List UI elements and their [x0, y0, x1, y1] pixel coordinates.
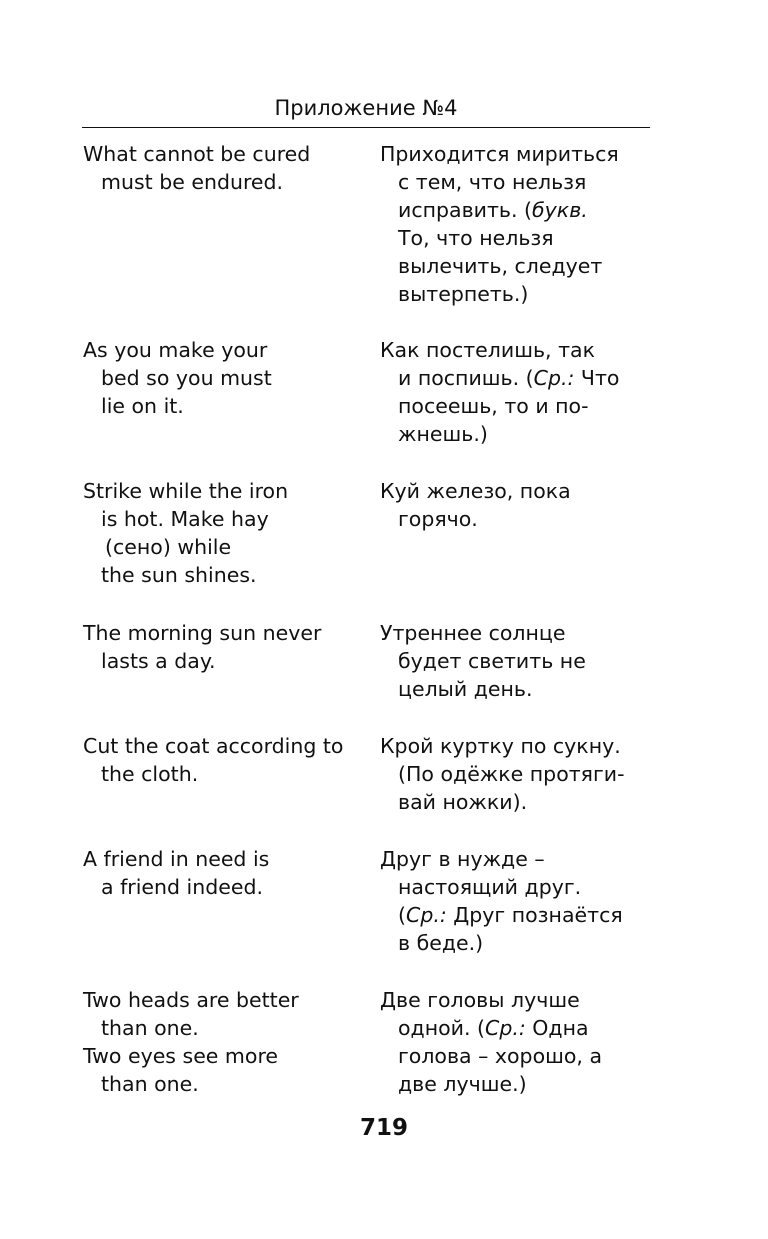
text-segment: горячо.	[398, 507, 478, 531]
english-line: is hot. Make hay	[101, 507, 269, 531]
text-segment: Как постелишь, так	[380, 338, 595, 362]
page-number: 719	[359, 1115, 408, 1141]
english-line: Two eyes see more	[83, 1044, 279, 1068]
russian-line	[380, 392, 655, 420]
russian-line	[380, 675, 655, 703]
english-line: As you make your	[83, 338, 268, 362]
english-proverb	[83, 845, 373, 901]
text-segment: одной. (	[398, 1016, 486, 1040]
russian-line	[380, 420, 655, 448]
text-segment: вай ножки).	[398, 790, 528, 814]
russian-translation	[380, 140, 655, 308]
english-proverb	[83, 619, 373, 675]
running-head: Приложение №4	[274, 96, 458, 120]
russian-line	[380, 845, 655, 873]
english-line: the cloth.	[101, 762, 199, 786]
text-segment: голова – хорошо, а	[398, 1044, 603, 1068]
text-segment: с тем, что нельзя	[398, 170, 587, 194]
italic-note: Ср.:	[533, 366, 575, 390]
text-segment: посеешь, то и по-	[398, 394, 589, 418]
russian-line	[380, 364, 655, 392]
text-segment: и поспишь. (	[398, 366, 534, 390]
text-segment: Две головы лучше	[380, 988, 580, 1012]
english-proverb	[83, 140, 373, 196]
text-segment: Одна	[525, 1016, 589, 1040]
header-rule	[82, 127, 650, 128]
text-segment: Друг познаётся	[446, 903, 623, 927]
text-segment: (	[398, 903, 406, 927]
english-line: Two heads are better	[83, 988, 299, 1012]
text-segment: Друг в нужде –	[380, 847, 545, 871]
english-line: What cannot be cured	[83, 142, 311, 166]
russian-line	[380, 619, 655, 647]
english-line: lie on it.	[101, 394, 184, 418]
text-segment: будет светить не	[398, 649, 586, 673]
russian-line	[380, 477, 655, 505]
english-line: a friend indeed.	[101, 875, 264, 899]
italic-note: Ср.:	[406, 903, 447, 927]
russian-line	[380, 873, 655, 901]
russian-line	[380, 252, 655, 280]
russian-line	[380, 647, 655, 675]
text-segment: Крой куртку по сукну.	[380, 734, 621, 758]
russian-translation	[380, 845, 655, 957]
english-line: must be endured.	[101, 170, 284, 194]
text-segment: целый день.	[398, 677, 533, 701]
text-segment: исправить. (	[398, 198, 533, 222]
text-segment: жнешь.)	[398, 422, 488, 446]
russian-translation	[380, 986, 655, 1098]
text-segment: Приходится мириться	[380, 142, 619, 166]
russian-line	[380, 1070, 655, 1098]
russian-translation	[380, 477, 655, 533]
russian-line	[380, 986, 655, 1014]
english-line: (сено) while	[105, 535, 232, 559]
russian-line	[380, 1042, 655, 1070]
russian-line	[380, 196, 655, 224]
text-segment: вылечить, следует	[398, 254, 603, 278]
text-segment: Куй железо, пока	[380, 479, 571, 503]
russian-line	[380, 280, 655, 308]
russian-line	[380, 140, 655, 168]
english-line: than one.	[101, 1016, 199, 1040]
text-segment: вытерпеть.)	[398, 282, 529, 306]
text-segment: Что	[574, 366, 620, 390]
text-segment: настоящий друг.	[398, 875, 582, 899]
text-segment: То, что нельзя	[398, 226, 554, 250]
russian-line	[380, 336, 655, 364]
english-line: A friend in need is	[83, 847, 270, 871]
english-line: Strike while the iron	[83, 479, 289, 503]
russian-line	[380, 760, 655, 788]
russian-line	[380, 732, 655, 760]
english-line: than one.	[101, 1072, 199, 1096]
russian-translation	[380, 732, 655, 816]
text-segment: в беде.)	[398, 931, 484, 955]
russian-line	[380, 1014, 655, 1042]
english-proverb	[83, 477, 373, 589]
english-proverb	[83, 336, 373, 420]
russian-line	[380, 929, 655, 957]
english-proverb	[83, 986, 373, 1098]
english-line: lasts a day.	[101, 649, 216, 673]
italic-note: Ср.:	[485, 1016, 526, 1040]
english-line: The morning sun never	[83, 621, 322, 645]
russian-translation	[380, 336, 655, 448]
english-line: bed so you must	[101, 366, 272, 390]
russian-line	[380, 901, 655, 929]
russian-line	[380, 505, 655, 533]
text-segment: две лучше.)	[398, 1072, 527, 1096]
english-line: Cut the coat according to	[83, 734, 344, 758]
russian-line	[380, 224, 655, 252]
english-proverb	[83, 732, 373, 788]
russian-line	[380, 788, 655, 816]
russian-translation	[380, 619, 655, 703]
text-segment: (По одёжке протяги-	[398, 762, 625, 786]
italic-note: букв.	[532, 198, 588, 222]
text-segment: Утреннее солнце	[380, 621, 566, 645]
english-line: the sun shines.	[101, 563, 257, 587]
russian-line	[380, 168, 655, 196]
